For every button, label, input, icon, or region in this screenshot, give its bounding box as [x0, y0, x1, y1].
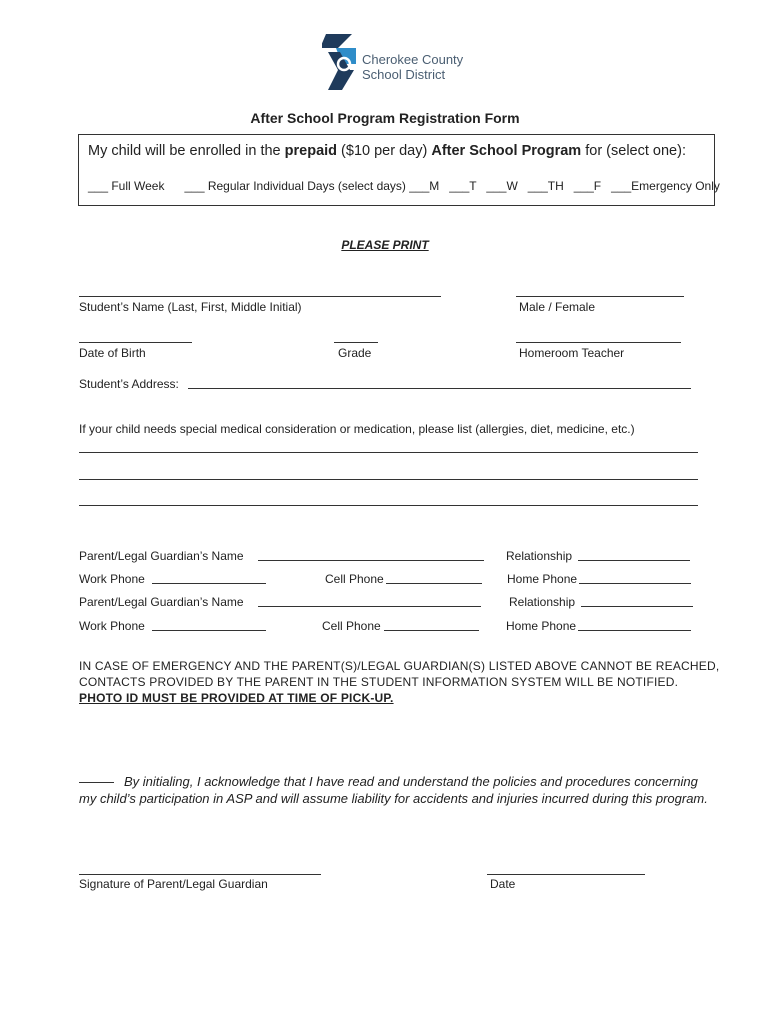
guardian1-name-line[interactable] [258, 560, 484, 561]
enrollment-heading-mid: ($10 per day) [337, 143, 432, 159]
guardian1-home-phone-label: Home Phone [507, 572, 578, 586]
guardian1-relationship-line[interactable] [578, 560, 690, 561]
guardian1-relationship-label: Relationship [506, 549, 573, 563]
enrollment-heading-program: After School Program [431, 143, 582, 159]
student-name-line[interactable] [79, 296, 441, 297]
signature-line[interactable] [79, 874, 321, 875]
acknowledgement-line2: my child’s participation in ASP and will assume liability for accidents and injuries incurred during this program. [79, 791, 708, 806]
medical-line-1[interactable] [79, 452, 698, 453]
guardian2-name-label: Parent/Legal Guardian’s Name [79, 595, 244, 609]
grade-label: Grade [338, 346, 372, 360]
dob-line[interactable] [79, 342, 192, 343]
homeroom-label: Homeroom Teacher [519, 346, 625, 360]
acknowledgement-line1: By initialing, I acknowledge that I have read and understand the policies and procedures concerning [124, 774, 698, 789]
guardian2-work-phone-line[interactable] [152, 630, 266, 631]
guardian1-work-phone-line[interactable] [152, 583, 266, 584]
guardian1-name-label: Parent/Legal Guardian’s Name [79, 549, 244, 563]
date-line[interactable] [487, 874, 645, 875]
enrollment-heading-post: for (select one): [581, 143, 686, 159]
guardian1-cell-phone-line[interactable] [386, 583, 482, 584]
gender-line[interactable] [516, 296, 684, 297]
grade-line[interactable] [334, 342, 378, 343]
acknowledgement-text [79, 773, 708, 807]
guardian2-cell-phone-label: Cell Phone [322, 619, 381, 633]
please-print-instruction: PLEASE PRINT [341, 238, 429, 252]
emergency-notice-line1: IN CASE OF EMERGENCY AND THE PARENT(S)/LEGAL GUARDIAN(S) LISTED ABOVE CANNOT BE REACHED, [79, 659, 720, 673]
date-label: Date [490, 877, 516, 891]
guardian2-work-phone-label: Work Phone [79, 619, 145, 633]
enrollment-heading [88, 143, 686, 160]
emergency-notice-line2: CONTACTS PROVIDED BY THE PARENT IN THE STUDENT INFORMATION SYSTEM WILL BE NOTIFIED. [79, 675, 679, 689]
guardian2-home-phone-label: Home Phone [506, 619, 577, 633]
district-name-line1: Cherokee County [362, 52, 464, 67]
signature-label: Signature of Parent/Legal Guardian [79, 877, 268, 891]
guardian2-relationship-label: Relationship [509, 595, 576, 609]
district-name-line2: School District [362, 67, 446, 82]
dob-label: Date of Birth [79, 346, 146, 360]
photo-id-notice: PHOTO ID MUST BE PROVIDED AT TIME OF PICK-UP. [79, 691, 394, 705]
guardian2-cell-phone-line[interactable] [384, 630, 479, 631]
medical-line-2[interactable] [79, 479, 698, 480]
form-title: After School Program Registration Form [250, 110, 520, 126]
guardian2-relationship-line[interactable] [581, 606, 693, 607]
student-name-label: Student’s Name (Last, First, Middle Initial) [79, 300, 302, 314]
guardian1-cell-phone-label: Cell Phone [325, 572, 384, 586]
medical-line-3[interactable] [79, 505, 698, 506]
medical-label: If your child needs special medical consideration or medication, please list (allergies, diet, medicine, etc.) [79, 422, 635, 436]
enrollment-heading-prepaid: prepaid [284, 143, 338, 159]
guardian1-work-phone-label: Work Phone [79, 572, 145, 586]
guardian2-name-line[interactable] [258, 606, 481, 607]
enrollment-options[interactable]: ___ Full Week ___ Regular Individual Days (select days) ___M ___T ___W ___TH ___F ___Emergency Only [88, 179, 720, 193]
address-label: Student’s Address: [79, 377, 179, 391]
guardian1-home-phone-line[interactable] [579, 583, 691, 584]
gender-label: Male / Female [519, 300, 596, 314]
guardian2-home-phone-line[interactable] [578, 630, 691, 631]
enrollment-heading-pre: My child will be enrolled in the [88, 143, 285, 159]
homeroom-line[interactable] [516, 342, 681, 343]
address-line[interactable] [188, 388, 691, 389]
district-logo-icon [322, 34, 362, 92]
